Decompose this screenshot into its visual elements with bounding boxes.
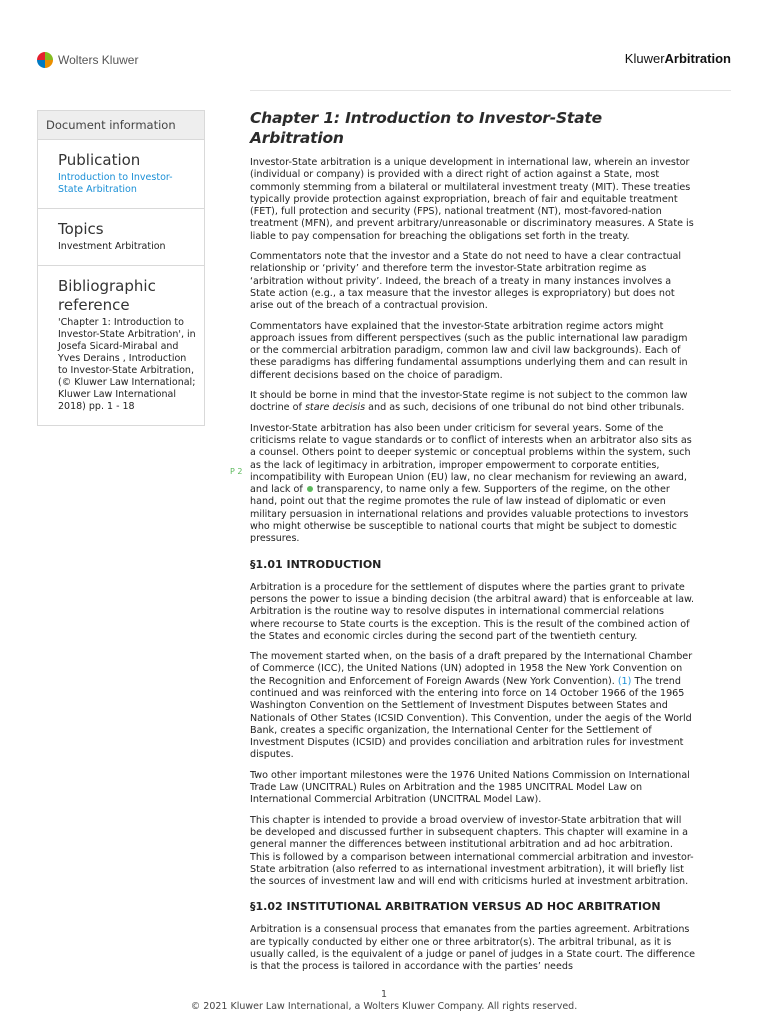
kluwer-arbitration-brand[interactable] [625,51,731,66]
brand-bold: Arbitration [664,51,731,66]
paragraph-10: Arbitration is a consensual process that emanates from the parties agreement. Arbitrations are typically conducted by either one or three arbitrator(s). The arbitral tribunal, as it is usually called, is the equivalent of a judge or panel of judges in a State court. The difference is that the process is tailored in accordance with the parties’ needs [250,924,695,973]
document-body [250,108,695,982]
paragraph-8: Two other important milestones were the 1976 United Nations Commission on International Trade Law (UNCITRAL) Rules on Arbitration and the 1985 UNCITRAL Model Law on International Commercial Arbitration (UNCITRAL Model Law). [250,769,690,806]
paragraph-6: Arbitration is a procedure for the settlement of disputes where the parties grant to private persons the power to issue a binding decision (the arbitral award) that is enforceable at law. Arbitration is the routine way to resolve disputes in international commercial relations where recourse to State courts is the exception. This is the result of the combined action of the States and economic circles during the second part of the twentieth century. [250,581,695,642]
document-info-panel [37,110,205,426]
page-marker: P 2 [230,467,243,476]
paragraph-4-part-1: It should be borne in mind that the investor-State regime is not subject to the common law doctrine of [250,390,688,414]
bibliographic-title: Bibliographic reference [58,277,156,314]
bibliographic-value: 'Chapter 1: Introduction to Investor-State Arbitration', in Josefa Sicard-Mirabal and Yves Derains , Introduction to Investor-State Arbitration, (© Kluwer Law International; Kluwer Law International 2018) pp. 1 - 18 [58,317,196,412]
page-header [0,0,768,90]
publication-title: Publication [58,151,141,169]
paragraph-3: Commentators have explained that the investor-State arbitration regime actors might approach issues from different perspectives (such as the public international law paradigm or the commercial arbitration paradigm, common law and civil law backgrounds). Each of these paradigms has differing fundamental assumptions underlying them and can result in different decisions based on the choice of paradigm. [250,320,688,381]
copyright-notice: © 2021 Kluwer Law International, a Wolters Kluwer Company. All rights reserved. [190,1001,578,1012]
section-heading-institutional: §1.02 INSTITUTIONAL ARBITRATION VERSUS AD HOC ARBITRATION [250,900,661,914]
paragraph-4 [250,390,695,415]
publication-link[interactable]: Introduction to Investor-State Arbitration [58,172,173,195]
chapter-title: Chapter 1: Introduction to Investor-State Arbitration [250,109,602,147]
brand-prefix: Kluwer [624,51,665,66]
document-info-heading: Document information [38,111,204,140]
paragraph-5-part-2: transparency, to name only a few. Supporters of the regime, on the other hand, point out that the regime promotes the rule of law instead of diplomatic or even military persuasion in international relations and provides valuable protections to investors who might otherwise be susceptible to national courts that might be subject to domestic pressures. [250,484,689,545]
page-break-dot-icon[interactable] [307,486,313,492]
paragraph-2: Commentators note that the investor and a State do not need to have a clear contractual relationship or ‘privity’ and therefore term the investor-State arbitration regime as ‘arbitration without privity’. Indeed, the breach of a treaty in many instances involves a State action (e.g., a tax measure that the investor alleges is expropriatory) but does not arise out of the breach of a contractual provision. [250,251,682,312]
topics-value: Investment Arbitration [58,241,166,252]
paragraph-4-part-2: and as such, decisions of one tribunal do not bind other tribunals. [365,402,685,414]
paragraph-7-part-1: The movement started when, on the basis of a draft prepared by the International Chamber of Commerce (ICC), the United Nations (UN) adopted in 1958 the New York Convention on the Recognition and Enforcement of Foreign Awards (New York Convention). [250,651,693,687]
paragraph-7-part-2: The trend continued and was reinforced with the entering into force on 14 October 1966 of the 1965 Washington Convention on the Settlement of Investment Disputes between States and Nationals of Other States (ICSID Convention). This Convention, under the aegis of the World Bank, creates a specific organization, the International Center for the Settlement of Investment Disputes (ICSID) and provides conciliation and arbitration rules for investment disputes. [250,675,692,761]
topics-section [38,209,204,266]
stare-decisis-term: stare decisis [304,402,366,414]
publication-section [38,140,204,209]
page-number: 1 [380,989,388,1000]
wolters-kluwer-logo[interactable] [37,52,138,68]
logo-mark-icon [37,52,53,68]
section-heading-introduction: §1.01 INTRODUCTION [250,557,382,571]
topics-title: Topics [58,220,104,238]
paragraph-5 [250,423,695,546]
bibliographic-section [38,266,204,425]
header-divider [250,90,731,91]
paragraph-7 [250,651,695,762]
paragraph-1: Investor-State arbitration is a unique development in international law, wherein an investor (individual or company) is provided with a direct right of action against a State, most commonly stemming from a bilateral or multilateral investment treaty (MIT). These treaties typically provide protection against expropriation, breach of fair and equitable treatment (FET), full protection and security (FPS), national treatment (NT), most-favored-nation treatment (MFN), and prevent arbitrary/unreasonable or discriminatory measures. A State is liable to pay compensation for breaching the obligations set forth in the treaty. [250,157,694,242]
logo-text: Wolters Kluwer [58,53,139,67]
paragraph-9: This chapter is intended to provide a broad overview of investor-State arbitration that will be developed and discussed further in subsequent chapters. This chapter will examine in a general manner the differences between institutional arbitration and ad hoc arbitration. This is followed by a comparison between international commercial arbitration and investor-State arbitration (also referred to as international investment arbitration), it will briefly list the sources of investment law and will end with criticisms hurled at investment arbitration. [250,814,694,888]
paragraph-5-part-1: Investor-State arbitration has also been under criticism for several years. Some of the criticisms relate to vague standards or to conflict of interests when an arbitrator also sits as a counsel. Others point to deeper systemic or conceptual problems within the system, such as the lack of legitimacy in arbitration, improper empowerment to corporate entities, incompatibility with European Union (EU) law, no clear mechanism for reviewing an award, and lack of [250,422,692,496]
footnote-link[interactable]: (1) [617,675,632,687]
